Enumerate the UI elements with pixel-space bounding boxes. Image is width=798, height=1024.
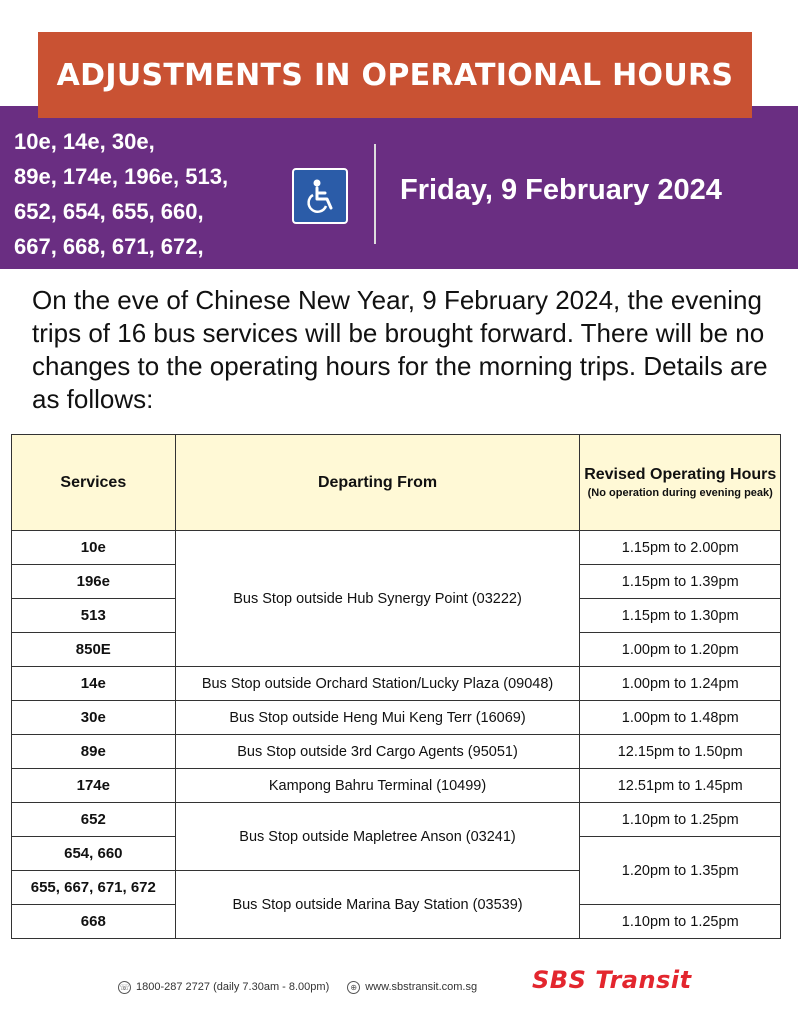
hours-cell: 1.10pm to 1.25pm (580, 803, 781, 837)
schedule-table (11, 434, 781, 939)
departure-cell: Bus Stop outside Hub Synergy Point (03222) (175, 531, 580, 667)
hours-cell: 12.15pm to 1.50pm (580, 735, 781, 769)
departure-cell: Bus Stop outside 3rd Cargo Agents (95051) (175, 735, 580, 769)
info-header (0, 106, 798, 269)
departure-cell: Bus Stop outside Marina Bay Station (03539) (175, 871, 580, 939)
website-link[interactable]: www.sbstransit.com.sg (365, 981, 478, 993)
service-cell: 10e (12, 531, 176, 565)
revised-hours-header (580, 435, 781, 531)
departure-cell: Bus Stop outside Mapletree Anson (03241) (175, 803, 580, 871)
service-cell: 850E (12, 633, 176, 667)
table-row (12, 803, 781, 837)
date-label: Friday, 9 February 2024 (400, 174, 722, 206)
hotline-text: 1800-287 2727 (daily 7.30am - 8.00pm) (136, 981, 330, 993)
hours-cell: 1.15pm to 2.00pm (580, 531, 781, 565)
wheelchair-icon (292, 168, 348, 224)
service-cell: 668 (12, 905, 176, 939)
globe-icon: ⊕ (347, 981, 360, 994)
hours-cell: 12.51pm to 1.45pm (580, 769, 781, 803)
table-row (12, 667, 781, 701)
table-header-row (12, 435, 781, 531)
table-row (12, 531, 781, 565)
hours-cell: 1.20pm to 1.35pm (580, 837, 781, 905)
affected-services-list: 10e, 14e, 30e, 89e, 174e, 196e, 513, 652, 654, 655, 660, 667, 668, 671, 672, (14, 129, 229, 259)
departing-header: Departing From (175, 435, 580, 531)
page-title: ADJUSTMENTS IN OPERATIONAL HOURS (38, 32, 752, 118)
intro-paragraph: On the eve of Chinese New Year, 9 February 2024, the evening trips of 16 bus services will be brought forward. There will be no changes to the operating hours for the morning trips. Details are as follows: (32, 285, 768, 414)
service-cell: 196e (12, 565, 176, 599)
service-cell: 14e (12, 667, 176, 701)
service-cell: 89e (12, 735, 176, 769)
header-divider (374, 144, 376, 244)
hours-cell: 1.10pm to 1.25pm (580, 905, 781, 939)
table-row (12, 701, 781, 735)
hours-cell: 1.00pm to 1.20pm (580, 633, 781, 667)
revised-hours-title: Revised Operating Hours (584, 466, 777, 483)
service-cell: 654, 660 (12, 837, 176, 871)
hours-cell: 1.15pm to 1.39pm (580, 565, 781, 599)
sbs-transit-logo: SBS Transit (532, 966, 692, 994)
service-cell: 30e (12, 701, 176, 735)
revised-hours-note: (No operation during evening peak) (587, 487, 773, 499)
departure-cell: Bus Stop outside Heng Mui Keng Terr (16069) (175, 701, 580, 735)
hours-cell: 1.00pm to 1.48pm (580, 701, 781, 735)
phone-icon: ☏ (119, 982, 130, 992)
service-cell: 652 (12, 803, 176, 837)
departure-cell: Kampong Bahru Terminal (10499) (175, 769, 580, 803)
table-row (12, 769, 781, 803)
departure-cell: Bus Stop outside Orchard Station/Lucky Plaza (09048) (175, 667, 580, 701)
hours-cell: 1.00pm to 1.24pm (580, 667, 781, 701)
table-row (12, 735, 781, 769)
service-cell: 174e (12, 769, 176, 803)
service-cell: 655, 667, 671, 672 (12, 871, 176, 905)
hours-cell: 1.15pm to 1.30pm (580, 599, 781, 633)
services-header: Services (12, 435, 176, 531)
service-cell: 513 (12, 599, 176, 633)
